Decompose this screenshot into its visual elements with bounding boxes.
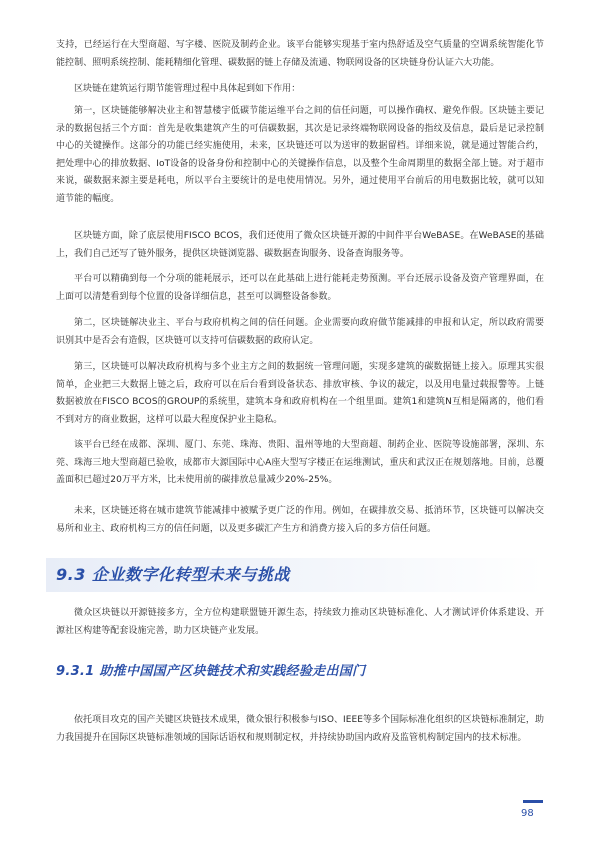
- section-heading: 9.3 企业数字化转型未来与挑战: [56, 565, 290, 584]
- page-number-bar: [523, 800, 543, 803]
- paragraph-second-role: 第二，区块链解决业主、平台与政府机构之间的信任问题。企业需要向政府做节能减排的申报和认定，所以政府需要识别其中是否会有造假，区块链可以支持可信碳数据的政府认定。: [56, 318, 544, 346]
- paragraph-third-role: 第三，区块链可以解决政府机构与多个业主方之间的数据统一管理问题，实现多建筑的碳数据链上接入。原理其实很简单，企业把三大数据上链之后，政府可以在后台看到设备状态、排放审核、争议的裁定，以及用电量过载报警等。上链数据被放在FISCO BCOS的GROUP的系统里，建筑本身和政府机构在一个组里面。建筑1和建筑N互相是隔离的，他们看不到对方的商业数据，这样可以最大程度保护业主隐私。: [56, 362, 544, 425]
- page-number: 98: [521, 808, 534, 819]
- section-paragraph: 微众区块链以开源链接多方，全方位构建联盟链开源生态，持续致力推动区块链标准化、人才测试评价体系建设、开源社区构建等配套设施完善，助力区块链产业发展。: [56, 608, 544, 636]
- subsection-heading: 9.3.1 助推中国国产区块链技术和实践经验走出国门: [56, 664, 366, 679]
- paragraph-blockchain-stack: 区块链方面，除了底层使用FISCO BCOS，我们还使用了微众区块链开源的中间件平台WeBASE。在WeBASE的基础上，我们自己还写了链外服务，提供区块链浏览器、碳数据查询服务、设备查询服务等。: [56, 231, 544, 259]
- paragraph-future: 未来，区块链还将在城市建筑节能减排中被赋予更广泛的作用。例如，在碳排放交易、抵消环节，区块链可以解决交易所和业主、政府机构三方的信任问题，以及更多碳汇产生方和消费方接入后的多方信任问题。: [56, 506, 544, 534]
- paragraph-deployment: 该平台已经在成都、深圳、厦门、东莞、珠海、贵阳、温州等地的大型商超、制药企业、医院等设施部署，深圳、东莞、珠海三地大型商超已验收，成都市大源国际中心A座大型写字楼正在运维测试，重庆和武汉正在规划落地。目前，总覆盖面积已超过20万平方米，比未使用前的碳排放总量减少20%-25%。: [56, 440, 544, 485]
- subsection-paragraph: 依托项目攻克的国产关键区块链技术成果，微众银行积极参与ISO、IEEE等多个国际标准化组织的区块链标准制定，助力我国提升在国际区块链标准领域的国际话语权和规则制定权，并持续协助国内政府及监管机构制定国内的技术标准。: [56, 715, 544, 743]
- paragraph-energy-display: 平台可以精确到每一个分项的能耗展示，还可以在此基础上进行能耗走势预测。平台还展示设备及资产管理界面，在上面可以清楚看到每个位置的设备详细信息，甚至可以调整设备参数。: [56, 274, 544, 302]
- paragraph-roles-intro: 区块链在建筑运行期节能管理过程中具体起到如下作用：: [74, 84, 301, 94]
- paragraph-first-role: 第一，区块链能够解决业主和智慧楼宇低碳节能运维平台之间的信任问题，可以操作确权、避免作假。区块链主要记录的数据包括三个方面：首先是收集建筑产生的可信碳数据，其次是记录终端物联网设备的指纹及信息，最后是记录控制中心的关键操作。这部分的功能已经实施使用，未来，区块链还可以为送审的数据留档。详细来说，就是通过智能合约，把处理中心的排放数据、IoT设备的设备身份和控制中心的关键操作信息，以及整个生命周期里的数据全部上链。对于超市来说，碳数据来源主要是耗电，所以平台主要统计的是电使用情况。另外，通过使用平台前后的用电数据比较，就可以知道节能的幅度。: [56, 106, 544, 204]
- paragraph-platform-functions: 支持，已经运行在大型商超、写字楼、医院及制药企业。该平台能够实现基于室内热舒适及空气质量的空调系统智能化节能控制、照明系统控制、能耗精细化管理、碳数据的链上存储及流通、物联网设备的区块链身份认证六大功能。: [56, 40, 544, 68]
